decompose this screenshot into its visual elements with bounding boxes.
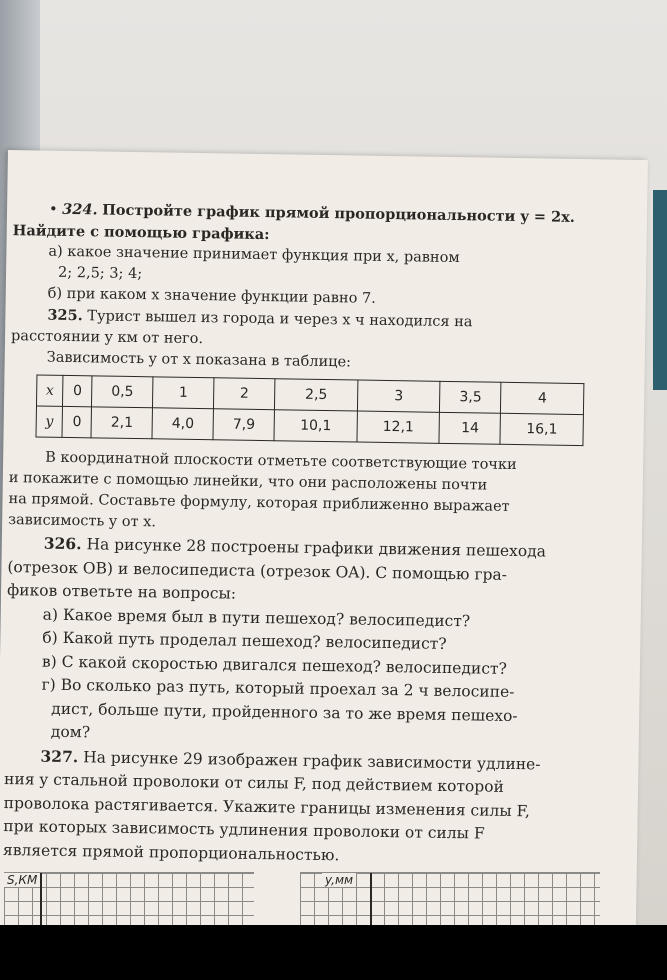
table-cell: 3	[357, 380, 440, 412]
table-header-x: x	[36, 375, 63, 406]
table-cell: 4,0	[152, 408, 214, 440]
table-header-y: y	[36, 406, 63, 437]
table-cell: 2,5	[275, 379, 358, 411]
axis-label-s: S,КМ	[4, 873, 40, 887]
table-cell: 4	[501, 382, 584, 414]
problem-324-line2: Найдите с помощью графика:	[12, 222, 270, 244]
problem-325-line3: Зависимость y от x показана в таблице:	[46, 349, 352, 371]
textbook-page	[0, 150, 648, 925]
black-bottom-bar	[0, 925, 667, 980]
table-cell: 2	[214, 378, 276, 410]
table-cell: 16,1	[500, 413, 583, 445]
problem-326-line3: фиков ответьте на вопросы:	[6, 581, 237, 603]
problem-326-text: На рисунке 28 построены графики движения пешехода	[86, 535, 547, 561]
problem-325-number: 325.	[47, 306, 83, 325]
problems-326-327	[3, 531, 608, 871]
table-cell: 1	[153, 377, 215, 409]
problem-324-b: б) при каком x значение функции равно 7.	[47, 285, 376, 307]
problem-327-line2: ния y стальной проволоки от силы F, под действием которой	[3, 770, 505, 796]
page-text	[3, 198, 613, 871]
problem-325-after3: на прямой. Составьте формулу, которая приближенно выражает	[8, 491, 510, 515]
problem-326-d3: дом?	[50, 722, 91, 742]
problem-326-c: в) С какой скоростью двигался пешеход? велосипедист?	[41, 652, 507, 678]
table-cell: 10,1	[274, 410, 357, 442]
problem-324-a1: а) какое значение принимает функция при x, равном	[48, 243, 460, 267]
problem-325-line2: расстоянии y км от него.	[10, 328, 204, 348]
problem-327-line5: является прямой пропорциональностью.	[2, 840, 340, 864]
problem-326-a: а) Какое время был в пути пешеход? велосипедист?	[42, 605, 471, 630]
problem-327-line4: при которых зависимость удлинения проволоки от силы F	[3, 817, 485, 843]
table-cell: 3,5	[440, 381, 502, 413]
table-cell: 0,5	[92, 376, 154, 408]
table-cell: 0	[62, 406, 91, 437]
problem-327-number: 327.	[40, 746, 79, 766]
table-cell: 12,1	[357, 411, 440, 443]
data-table	[35, 374, 584, 446]
problem-324-number: 324.	[62, 200, 98, 219]
right-book-strip	[653, 190, 667, 390]
problem-325-after4: зависимость y от x.	[8, 512, 157, 531]
problem-326-line2: (отрезок OB) и велосипедиста (отрезок OA). С помощью гра-	[7, 557, 508, 584]
problem-326-d2: дист, больше пути, пройденного за то же время пешехо-	[51, 699, 518, 725]
problem-326-d1: г) Во сколько раз путь, который проехал за 2 ч велосипе-	[41, 675, 515, 702]
problem-324-text: Постройте график прямой пропорциональности y = 2x.	[102, 201, 575, 226]
problem-325-after2: и покажите с помощью линейки, что они расположены почти	[8, 470, 488, 494]
problem-324-a2: 2; 2,5; 3; 4;	[57, 264, 143, 283]
problem-326-b: б) Какой путь проделал пешеход? велосипедист?	[42, 628, 447, 653]
table-cell: 7,9	[213, 409, 275, 441]
table-cell: 2,1	[91, 407, 153, 439]
table-cell: 14	[439, 412, 501, 444]
axis-line	[370, 873, 372, 925]
table-cell: 0	[63, 375, 92, 406]
problem-326-number: 326.	[43, 533, 82, 554]
graph-grid-distance	[4, 872, 254, 925]
bullet-dot: •	[48, 201, 63, 218]
axis-label-y: y,мм	[322, 873, 356, 887]
problem-325-text: Турист вышел из города и через x ч находился на	[87, 308, 473, 331]
problem-327-text: На рисунке 29 изображен график зависимости удлине-	[83, 747, 541, 773]
problem-327-line3: проволока растягивается. Укажите границы изменения силы F,	[3, 793, 531, 820]
graph-grid-elongation	[300, 872, 600, 925]
problem-325-after1: В координатной плоскости отметьте соответствующие точки	[45, 449, 517, 474]
